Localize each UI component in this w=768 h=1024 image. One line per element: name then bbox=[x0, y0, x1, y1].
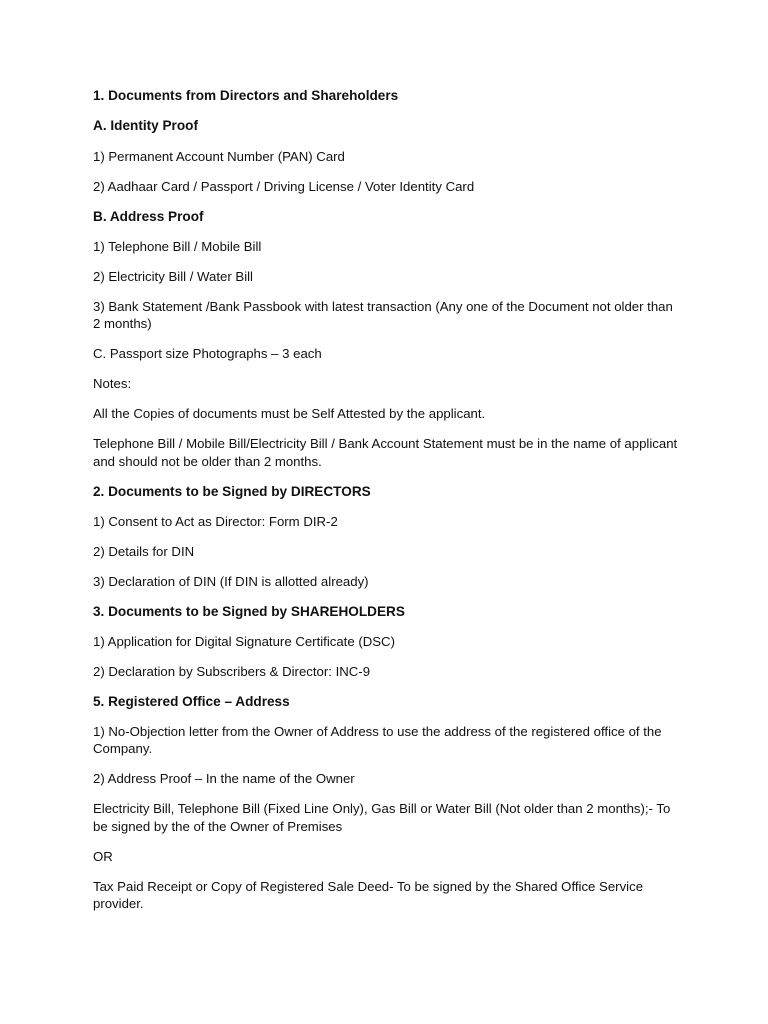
list-item: Tax Paid Receipt or Copy of Registered Sale Deed- To be signed by the Shared Office Service provider. bbox=[93, 878, 644, 911]
section-heading-signed-by-shareholders: 3. Documents to be Signed by SHAREHOLDERS bbox=[93, 603, 405, 619]
notes-label: Notes: bbox=[93, 376, 132, 391]
subheading-identity-proof: A. Identity Proof bbox=[93, 118, 198, 133]
list-item: 1) Telephone Bill / Mobile Bill bbox=[93, 238, 262, 254]
list-item: C. Passport size Photographs – 3 each bbox=[93, 346, 322, 361]
section-heading-registered-office: 5. Registered Office – Address bbox=[93, 693, 290, 709]
list-item: 1) Consent to Act as Director: Form DIR-2 bbox=[93, 513, 338, 529]
list-item: 1) Permanent Account Number (PAN) Card bbox=[93, 148, 345, 164]
list-item: 2) Address Proof – In the name of the Owner bbox=[93, 771, 355, 786]
list-item: 1) No-Objection letter from the Owner of Address to use the address of the registered office of the Company. bbox=[93, 723, 662, 756]
note-item: All the Copies of documents must be Self Attested by the applicant. bbox=[93, 406, 486, 421]
subheading-address-proof: B. Address Proof bbox=[93, 208, 204, 224]
list-item: 3) Bank Statement /Bank Passbook with latest transaction (Any one of the Document not older than 2 months) bbox=[93, 298, 673, 331]
list-item: 1) Application for Digital Signature Certificate (DSC) bbox=[93, 633, 395, 649]
list-item: 2) Details for DIN bbox=[93, 543, 195, 559]
list-item: 2) Aadhaar Card / Passport / Driving License / Voter Identity Card bbox=[93, 178, 475, 194]
section-heading-documents-from-directors: 1. Documents from Directors and Shareholders bbox=[93, 88, 399, 103]
document-body bbox=[93, 87, 683, 913]
section-heading-signed-by-directors: 2. Documents to be Signed by DIRECTORS bbox=[93, 483, 371, 499]
note-item: Telephone Bill / Mobile Bill/Electricity Bill / Bank Account Statement must be in the name of applicant and should not be older than 2 months. bbox=[93, 436, 678, 469]
list-item: 2) Declaration by Subscribers & Director: INC-9 bbox=[93, 663, 371, 679]
list-item: 3) Declaration of DIN (If DIN is allotted already) bbox=[93, 573, 369, 589]
or-separator: OR bbox=[93, 848, 113, 864]
list-item: Electricity Bill, Telephone Bill (Fixed Line Only), Gas Bill or Water Bill (Not older than 2 months);- To be signed by the of the Owner of Premises bbox=[93, 801, 671, 834]
list-item: 2) Electricity Bill / Water Bill bbox=[93, 268, 253, 284]
